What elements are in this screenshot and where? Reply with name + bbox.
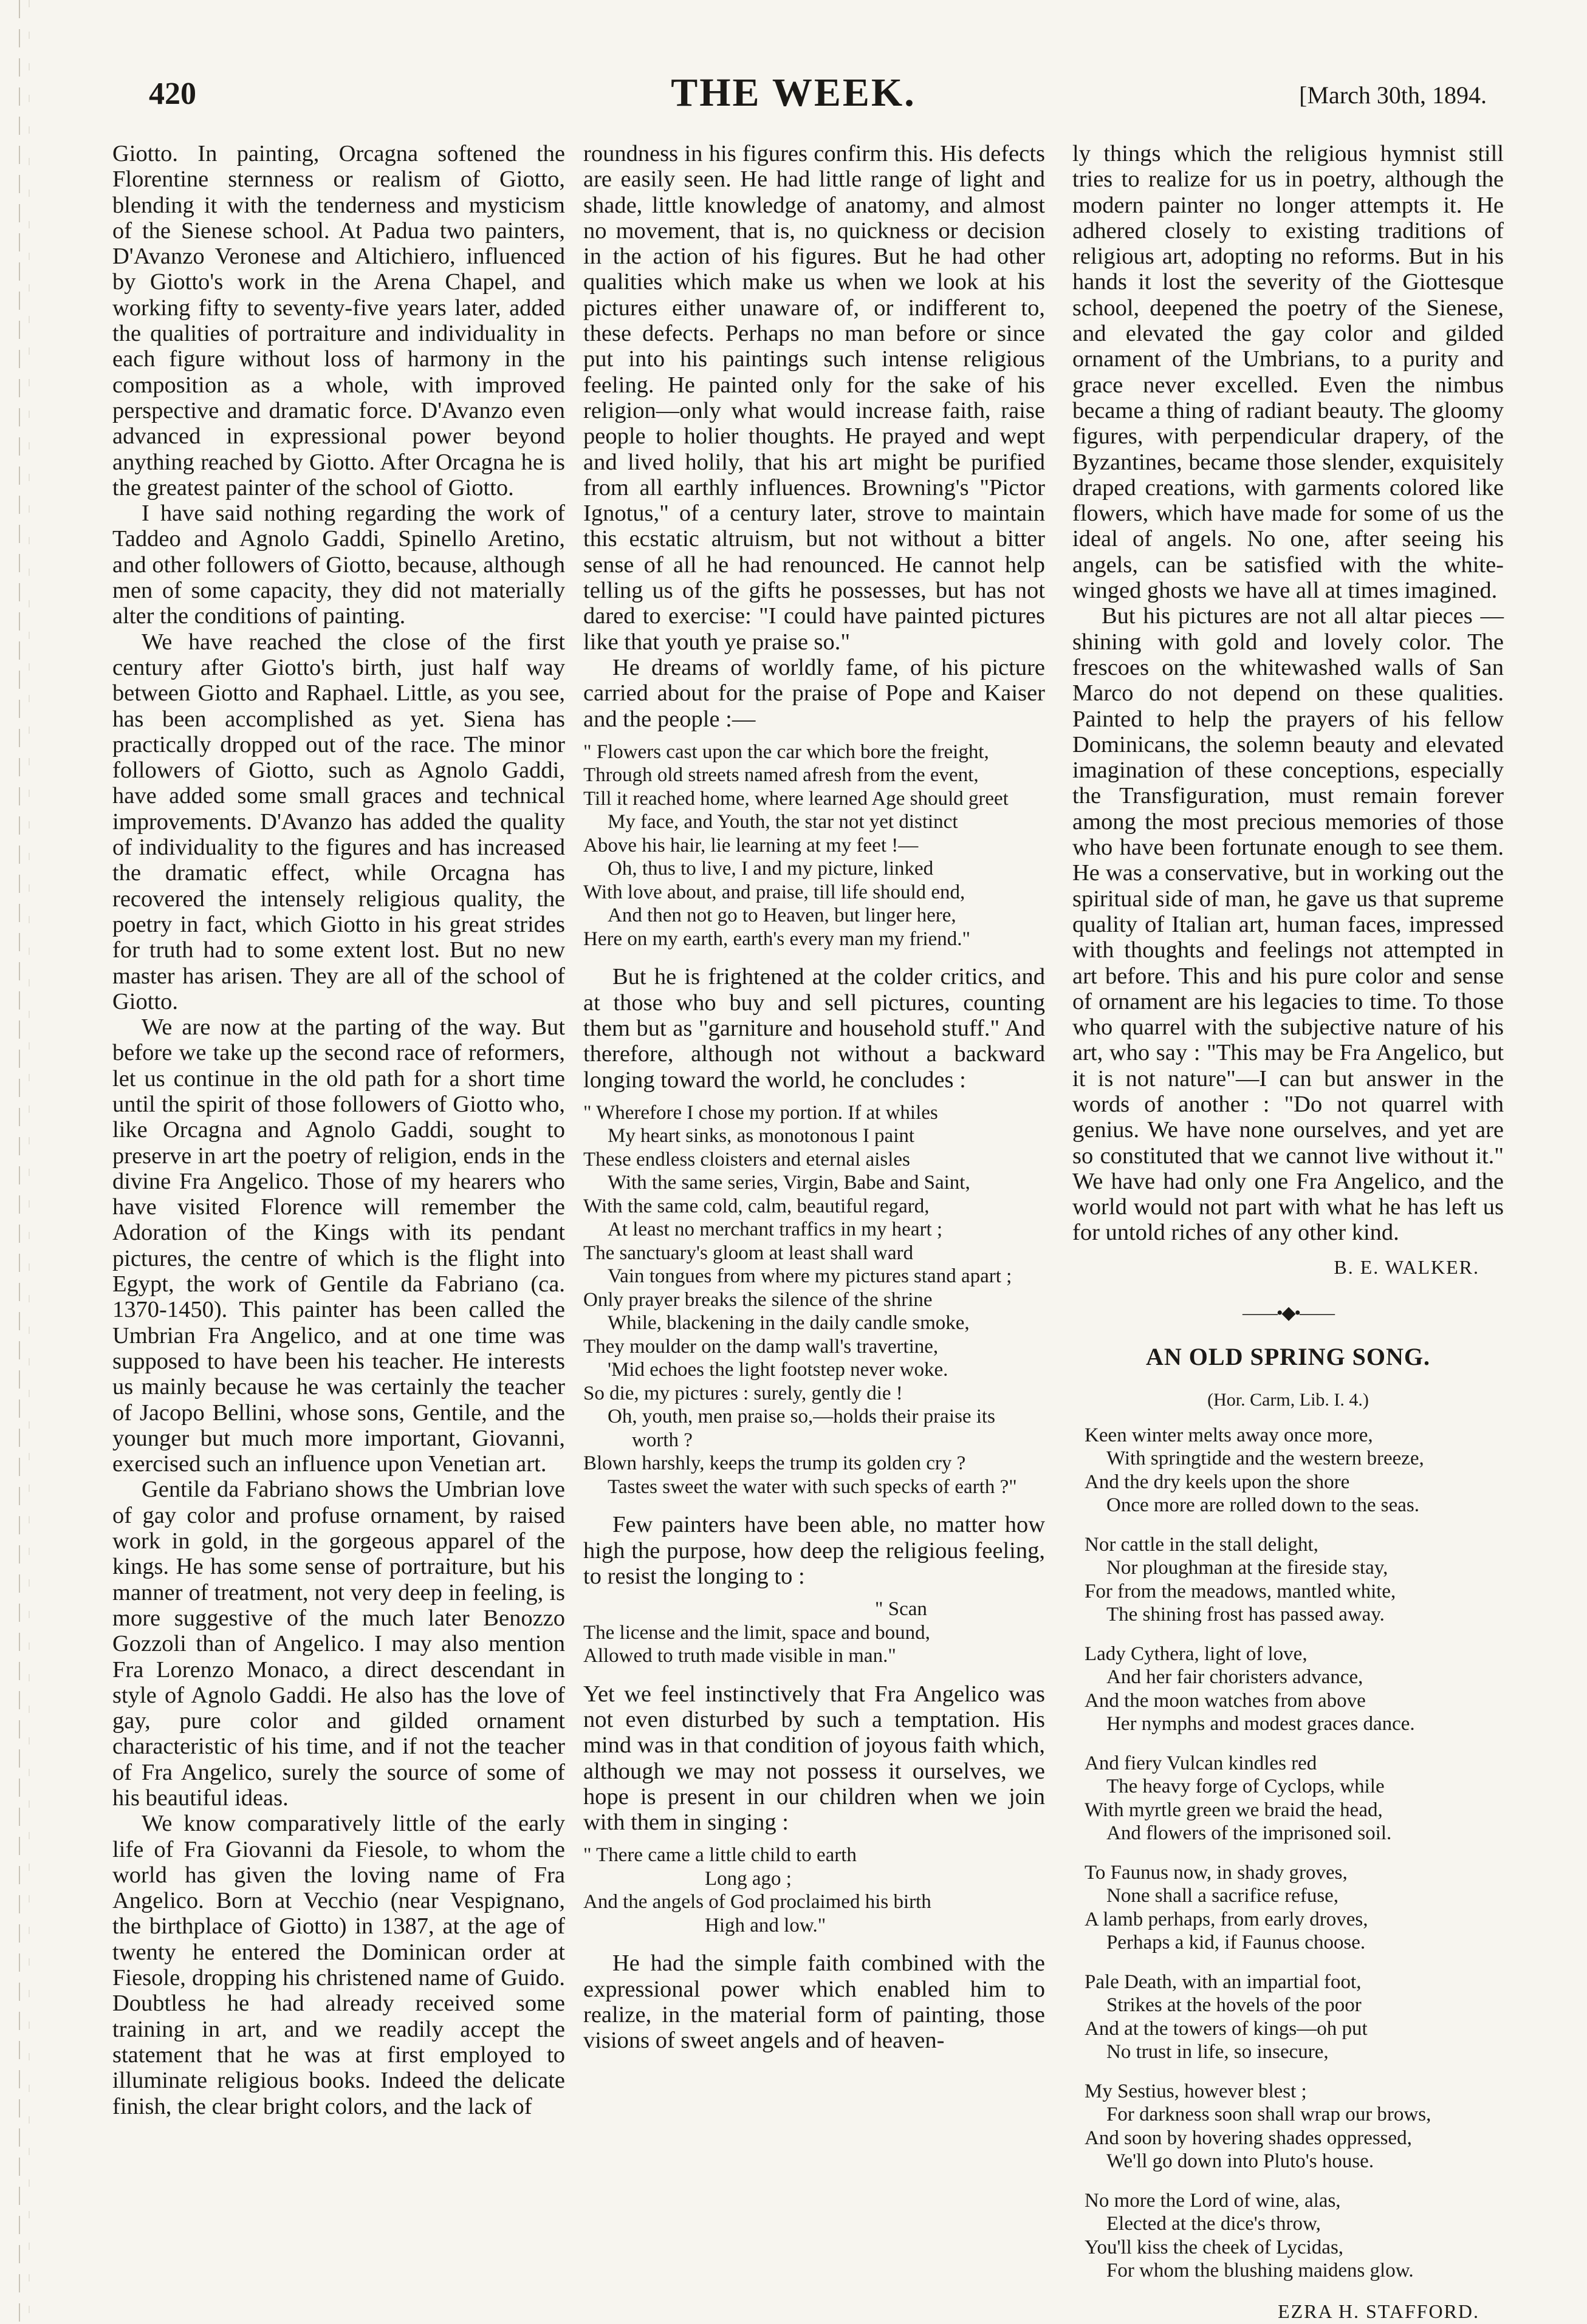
poem-author: EZRA H. STAFFORD.: [1278, 2300, 1479, 2322]
verse-line: Blown harshly, keeps the trump its golden cry ?: [583, 1452, 966, 1475]
poem-line: No more the Lord of wine, alas,: [1085, 2189, 1341, 2212]
poem-line: And the dry keels upon the shore: [1085, 1471, 1350, 1493]
verse-line: " Scan: [875, 1598, 927, 1621]
paragraph: He had the simple faith combined with the expressional power which enabled him to realize, in the material form of painting, those visions of sweet angels and of heaven-: [583, 1950, 1045, 2054]
quoted-verse-conclusion: [583, 1101, 1045, 1499]
quoted-verse-hymn: [583, 1844, 1045, 1937]
verse-line: While, blackening in the daily candle smoke,: [608, 1312, 970, 1335]
verse-line: High and low.": [705, 1914, 826, 1936]
verse-line: The license and the limit, space and bound,: [583, 1621, 930, 1644]
paragraph: But his pictures are not all altar pieces —shining with gold and lovely color. The frescoes on the whitewashed walls of San Marco do not depend on these qualities. Painted to help the prayers of his fellow Dominicans, the solemn beauty and elevated imagination of these conceptions, especially the Transfiguration, must remain forever among the most precious memories of those who have been fortunate enough to see them. He was a conservative, but in working out the spiritual side of man, he gave us that supreme quality of Italian art, human faces, impressed with thoughts and feelings not attempted in art before. This and his pure color and sense of ornament are his legacies to time. To those who quarrel with the subjective nature of his art, who say : "This may be Fra Angelico, but it is not nature"—I can but answer in the words of another : "Do not quarrel with genius. We have none ourselves, and yet are so constituted that we cannot live without it." We have had only one Fra Angelico, and the world would not part with what he has left us for untold riches of any other kind.: [1072, 603, 1504, 1246]
poem-line: We'll go down into Pluto's house.: [1106, 2150, 1374, 2173]
verse-line: Allowed to truth made visible in man.": [583, 1645, 896, 1667]
paragraph: Gentile da Fabriano shows the Umbrian love of gay color and profuse ornament, by raised work in gold, in the gorgeous apparel of the kings. He has some sense of portraiture, but his manner of treatment, not very deep in feeling, is more suggestive of the much later Benozzo Gozzoli than of Angelico. I may also mention Fra Lorenzo Monaco, a direct descendant in style of Agnolo Gaddi. He also has the love of gay, pure color and gilded ornament characteristic of his time, and if not the teacher of Fra Angelico, surely the source of some of his beautiful ideas.: [112, 1477, 565, 1811]
verse-line: So die, my pictures : surely, gently die !: [583, 1382, 903, 1404]
poem-line: Nor cattle in the stall delight,: [1085, 1533, 1318, 1556]
column-left: [112, 141, 565, 2119]
poem-line: For from the meadows, mantled white,: [1085, 1580, 1396, 1602]
verse-line: These endless cloisters and eternal aisles: [583, 1148, 910, 1171]
poem-stanza: [1085, 1533, 1504, 1627]
verse-line: At least no merchant traffics in my heart ;: [608, 1218, 943, 1241]
poem-stanza: [1085, 1970, 1504, 2064]
verse-line: And the angels of God proclaimed his birth: [583, 1891, 931, 1913]
verse-line: Till it reached home, where learned Age should greet: [583, 787, 1009, 810]
poem-stanza: [1085, 1752, 1504, 1845]
paragraph: Few painters have been able, no matter how high the purpose, how deep the religious feeling, to resist the longing to :: [583, 1512, 1045, 1589]
column-right: [1072, 141, 1504, 2324]
poem-stanza: [1085, 2080, 1504, 2173]
poem-line: Elected at the dice's throw,: [1106, 2213, 1321, 2235]
poem-line: A lamb perhaps, from early droves,: [1085, 1908, 1368, 1930]
newspaper-title: THE WEEK.: [671, 70, 916, 115]
poem-line: For darkness soon shall wrap our brows,: [1106, 2104, 1431, 2126]
verse-line: Here on my earth, earth's every man my friend.": [583, 928, 971, 950]
verse-line: With love about, and praise, till life should end,: [583, 881, 965, 903]
paragraph: We know comparatively little of the early life of Fra Giovanni da Fiesole, to whom the world has given the loving name of Fra Angelico. Born at Vecchio (near Vespignano, the birthplace of Giotto) in 1387, at the age of twenty he entered the Dominican order at Fiesole, dropping his christened name of Guido. Doubtless he had already received some training in art, and we readily accept the statement that he was at first employed to illuminate religious books. Indeed the delicate finish, the clear bright colors, and the lack of: [112, 1811, 565, 2119]
poem-line: With springtide and the western breeze,: [1106, 1447, 1424, 1470]
poem-line: Pale Death, with an impartial foot,: [1085, 1970, 1362, 1993]
poem-line: Lady Cythera, light of love,: [1085, 1642, 1308, 1665]
verse-line: " Flowers cast upon the car which bore the freight,: [583, 740, 989, 763]
poem-line: Perhaps a kid, if Faunus choose.: [1106, 1932, 1366, 1954]
paragraph: We have reached the close of the first century after Giotto's birth, just half way between Giotto and Raphael. Little, as you see, has been accomplished as yet. Siena has practically dropped out of the race. The minor followers of Giotto, such as Agnolo Gaddi, have added some small graces and technical improvements. D'Avanzo has added the quality of individuality to the figures and has increased the dramatic effect, while Orcagna has recovered the intensely religious quality, the poetry in fact, which Giotto in his great strides for truth had to some extent lost. But no new master has arisen. They are all of the school of Giotto.: [112, 629, 565, 1014]
verse-line: 'Mid echoes the light footstep never woke.: [608, 1359, 948, 1381]
poem-line: And soon by hovering shades oppressed,: [1085, 2127, 1412, 2149]
page-edge-marks: [13, 0, 38, 2324]
page-number: 420: [149, 77, 196, 111]
poem-line: You'll kiss the cheek of Lycidas,: [1085, 2236, 1344, 2258]
author-signature: B. E. WALKER.: [1334, 1256, 1479, 1278]
poem-line: And her fair choristers advance,: [1106, 1666, 1363, 1689]
verse-line: Vain tongues from where my pictures stand apart ;: [608, 1265, 1012, 1288]
paragraph: He dreams of worldly fame, of his picture carried about for the praise of Pope and Kaiser and the people :—: [583, 654, 1045, 732]
verse-line: And then not go to Heaven, but linger here,: [608, 904, 956, 927]
paragraph: We are now at the parting of the way. But before we take up the second race of reformers, let us continue in the old path for a short time until the spirit of those followers of Giotto who, like Orcagna and Agnolo Gaddi, sought to preserve in art the poetry of religion, ends in the divine Fra Angelico. Those of my hearers who have visited Florence will remember the Adoration of the Kings with its pendant pictures, the centre of which is the flight into Egypt, the work of Gentile da Fabriano (ca. 1370-1450). This painter has been called the Umbrian Fra Angelico, and at one time was supposed to have been his teacher. He interests us mainly because he was certainly the teacher of Jacopo Bellini, whose sons, Gentile, and the younger but much more important, Giovanni, exercised such an influence upon Venetian art.: [112, 1014, 565, 1477]
poem-line: For whom the blushing maidens glow.: [1106, 2260, 1414, 2282]
poem-line: To Faunus now, in shady groves,: [1085, 1861, 1348, 1884]
poem-line: Her nymphs and modest graces dance.: [1106, 1713, 1415, 1735]
verse-line: Through old streets named afresh from the event,: [583, 764, 979, 787]
poem-line: And flowers of the imprisoned soil.: [1106, 1822, 1392, 1845]
verse-line: Oh, thus to live, I and my picture, linked: [608, 858, 934, 880]
poem-line: Strikes at the hovels of the poor: [1106, 1994, 1362, 2017]
verse-line: My heart sinks, as monotonous I paint: [608, 1125, 915, 1147]
poem-line: The heavy forge of Cyclops, while: [1106, 1775, 1385, 1798]
paragraph: ly things which the religious hymnist still tries to realize for us in poetry, although the modern painter no longer attempts it. He adhered closely to existing traditions of religious art, adopting no reforms. But in his hands it lost the severity of the Giottesque school, deepened the poetry of the Sienese, and elevated the gay color and gilded ornament of the Umbrians, to a purity and grace never excelled. Even the nimbus became a thing of radiant beauty. The gloomy figures, with perpendicular drapery, of the Byzantines, became those slender, exquisitely draped creations, with garments colored like flowers, which have made for some of us the ideal of angels. No one, after seeing his angels, can be satisfied with the white-winged ghosts we have all at times imagined.: [1072, 141, 1504, 604]
poem-line: With myrtle green we braid the head,: [1085, 1799, 1383, 1821]
issue-date: [March 30th, 1894.: [1299, 81, 1487, 109]
verse-line: They moulder on the damp wall's travertine,: [583, 1335, 939, 1358]
poem-stanza: [1085, 2189, 1504, 2283]
quoted-verse-scan: [583, 1598, 1045, 1668]
verse-line: Long ago ;: [705, 1867, 792, 1890]
poem-stanza: [1085, 1424, 1504, 1517]
poem-line: And the moon watches from above: [1085, 1689, 1366, 1712]
verse-line: Tastes sweet the water with such specks of earth ?": [608, 1475, 1017, 1498]
verse-line: My face, and Youth, the star not yet distinct: [608, 811, 958, 833]
poem-line: And at the towers of kings—oh put: [1085, 2017, 1368, 2040]
column-middle: [583, 141, 1045, 2054]
poem-line: And fiery Vulcan kindles red: [1085, 1752, 1317, 1774]
verse-line: Only prayer breaks the silence of the shrine: [583, 1288, 933, 1311]
verse-line: With the same cold, calm, beautiful regard,: [583, 1195, 930, 1217]
poem-line: None shall a sacrifice refuse,: [1106, 1885, 1339, 1907]
poem-stanzas: [1072, 1424, 1504, 2283]
verse-line: Oh, youth, men praise so,—holds their praise its worth ?: [608, 1406, 995, 1451]
paragraph: roundness in his figures confirm this. His defects are easily seen. He had little range of light and shade, little knowledge of anatomy, and almost no movement, that is, no quickness or decision in the action of his figures. But he had other qualities which make us when we look at his pictures either unaware of, or indifferent to, these defects. Perhaps no man before or since put into his paintings such intense religious feeling. He painted only for the sake of his religion—only what would increase faith, raise people to holier thoughts. He prayed and wept and lived holily, that his art might be purified from all earthly influences. Browning's "Pictor Ignotus," of a century later, strove to maintain this ecstatic altruism, but not without a bitter sense of all he had renounced. He cannot help telling us of the gifts he possesses, but has not dared to exercise: "I could have painted pictures like that youth ye praise so.": [583, 141, 1045, 655]
verse-line: " Wherefore I chose my portion. If at whiles: [583, 1101, 938, 1124]
verse-line: The sanctuary's gloom at least shall ward: [583, 1242, 913, 1264]
poem-title: AN OLD SPRING SONG.: [1146, 1343, 1430, 1371]
poem-line: The shining frost has passed away.: [1106, 1604, 1385, 1626]
verse-line: Above his hair, lie learning at my feet !—: [583, 834, 919, 856]
paragraph: Yet we feel instinctively that Fra Angelico was not even disturbed by such a temptation. His mind was in that condition of joyous faith which, although we may not possess it ourselves, we hope is present in our children when we join with them in singing :: [583, 1681, 1045, 1836]
poem-source: (Hor. Carm, Lib. I. 4.): [1207, 1389, 1369, 1410]
poem-line: Nor ploughman at the fireside stay,: [1106, 1557, 1388, 1579]
paragraph: But he is frightened at the colder critics, and at those who buy and sell pictures, counting them but as "garniture and household stuff." And therefore, although not without a backward longing toward the world, he concludes :: [583, 964, 1045, 1093]
verse-line: " There came a little child to earth: [583, 1844, 857, 1867]
poem-line: Once more are rolled down to the seas.: [1106, 1494, 1419, 1517]
paragraph: I have said nothing regarding the work of Taddeo and Agnolo Gaddi, Spinello Aretino, and other followers of Giotto, because, although men of some capacity, they did not materially alter the conditions of painting.: [112, 501, 565, 629]
poem-stanza: [1085, 1642, 1504, 1736]
section-divider: ——•◆•——: [1242, 1303, 1334, 1324]
poem-line: My Sestius, however blest ;: [1085, 2080, 1307, 2102]
poem-line: Keen winter melts away once more,: [1085, 1424, 1373, 1446]
verse-line: With the same series, Virgin, Babe and Saint,: [608, 1172, 970, 1194]
poem-line: No trust in life, so insecure,: [1106, 2041, 1329, 2063]
page-header: [0, 70, 1587, 137]
paragraph: Giotto. In painting, Orcagna softened the Florentine sternness or realism of Giotto, blending it with the tenderness and mysticism of the Sienese school. At Padua two painters, D'Avanzo Veronese and Altichiero, influenced by Giotto's work in the Arena Chapel, and working fifty to seventy-five years later, added the qualities of portraiture and individuality in each figure without loss of harmony in the composition as a whole, with improved perspective and dramatic force. D'Avanzo even advanced in expressional power beyond anything reached by Giotto. After Orcagna he is the greatest painter of the school of Giotto.: [112, 141, 565, 501]
quoted-verse-pictor-ignotus: [583, 740, 1045, 951]
poem-stanza: [1085, 1861, 1504, 1955]
